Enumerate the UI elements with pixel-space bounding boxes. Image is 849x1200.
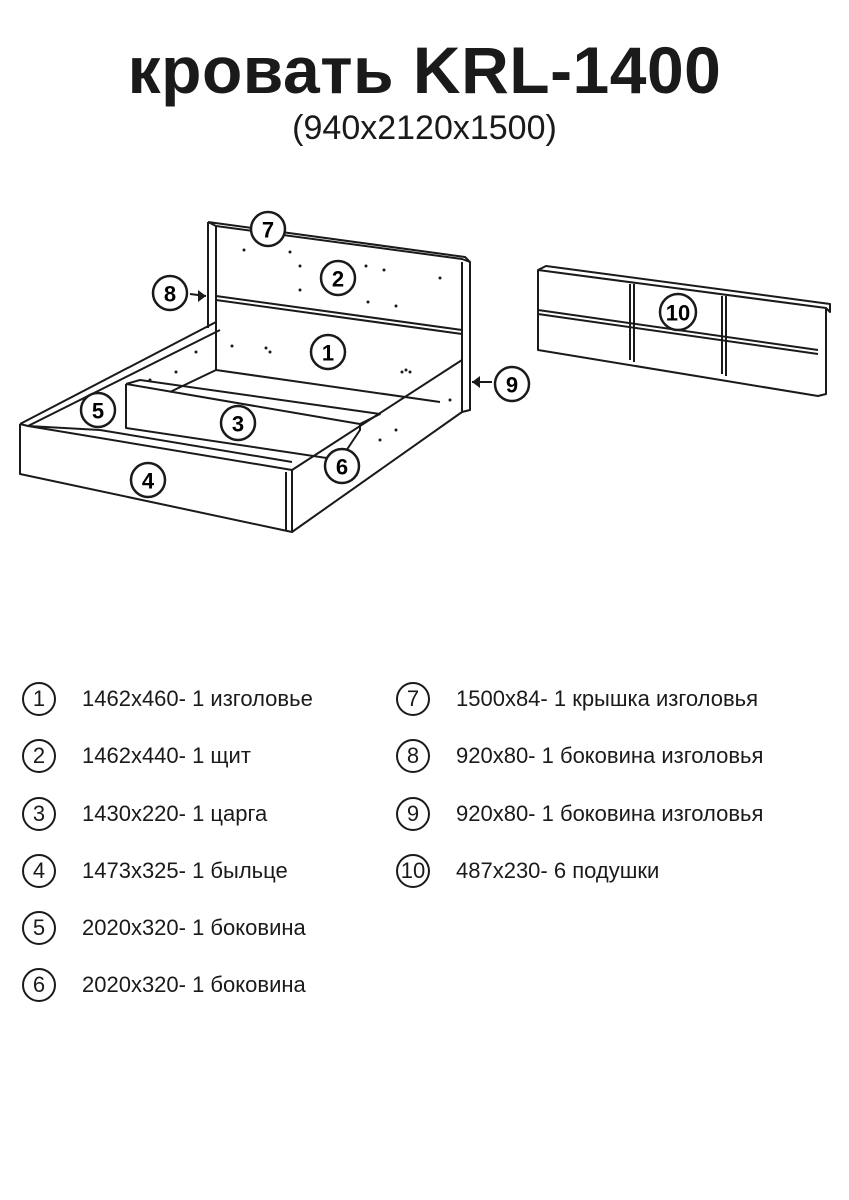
part-description: 1473x325- 1 быльце xyxy=(82,858,288,883)
part-item-1 xyxy=(22,679,313,719)
part-number: 3 xyxy=(22,797,56,831)
part-item-6 xyxy=(22,965,306,1005)
bed-assembly-diagram xyxy=(0,190,849,550)
callout-label-3: 3 xyxy=(231,411,245,437)
callout-label-5: 5 xyxy=(91,398,105,424)
part-description: 920x80- 1 боковина изголовья xyxy=(456,743,764,768)
callout-label-9: 9 xyxy=(505,372,519,398)
part-item-2 xyxy=(22,736,251,776)
part-item-3 xyxy=(22,794,267,834)
part-description: 1500x84- 1 крышка изголовья xyxy=(456,686,759,711)
part-number: 1 xyxy=(22,682,56,716)
callout-label-1: 1 xyxy=(321,340,335,366)
headboard-shield-line xyxy=(216,296,462,334)
arrowhead-9 xyxy=(472,376,480,388)
part-description: 2020x320- 1 боковина xyxy=(82,915,306,940)
page-title: кровать KRL-1400 xyxy=(127,33,722,107)
part-item-4 xyxy=(22,851,288,891)
callout-label-7: 7 xyxy=(261,217,275,243)
part-description: 1430x220- 1 царга xyxy=(82,801,268,826)
part-number: 9 xyxy=(396,797,430,831)
part-number: 8 xyxy=(396,739,430,773)
part-description: 1462x460- 1 изголовье xyxy=(82,686,313,711)
arrowhead-8 xyxy=(198,290,206,302)
part-item-7 xyxy=(396,679,758,719)
part-item-5 xyxy=(22,908,306,948)
dimensions-subtitle: (940x2120x1500) xyxy=(292,109,557,147)
part-description: 2020x320- 1 боковина xyxy=(82,972,306,997)
part-description: 487x230- 6 подушки xyxy=(456,858,660,883)
part-number: 7 xyxy=(396,682,430,716)
callout-label-6: 6 xyxy=(335,454,349,480)
part-number: 5 xyxy=(22,911,56,945)
callout-label-10: 10 xyxy=(665,300,691,326)
callout-label-4: 4 xyxy=(141,468,155,494)
part-item-10 xyxy=(396,851,659,891)
part-description: 920x80- 1 боковина изголовья xyxy=(456,801,764,826)
bed-box-right xyxy=(286,360,462,532)
inner-floor xyxy=(170,370,440,402)
part-number: 2 xyxy=(22,739,56,773)
part-number: 6 xyxy=(22,968,56,1002)
part-item-9 xyxy=(396,794,763,834)
part-number: 10 xyxy=(396,854,430,888)
part-number: 4 xyxy=(22,854,56,888)
callout-label-2: 2 xyxy=(331,266,345,292)
part-item-8 xyxy=(396,736,763,776)
part-description: 1462x440- 1 щит xyxy=(82,743,251,768)
callout-label-8: 8 xyxy=(163,281,177,307)
